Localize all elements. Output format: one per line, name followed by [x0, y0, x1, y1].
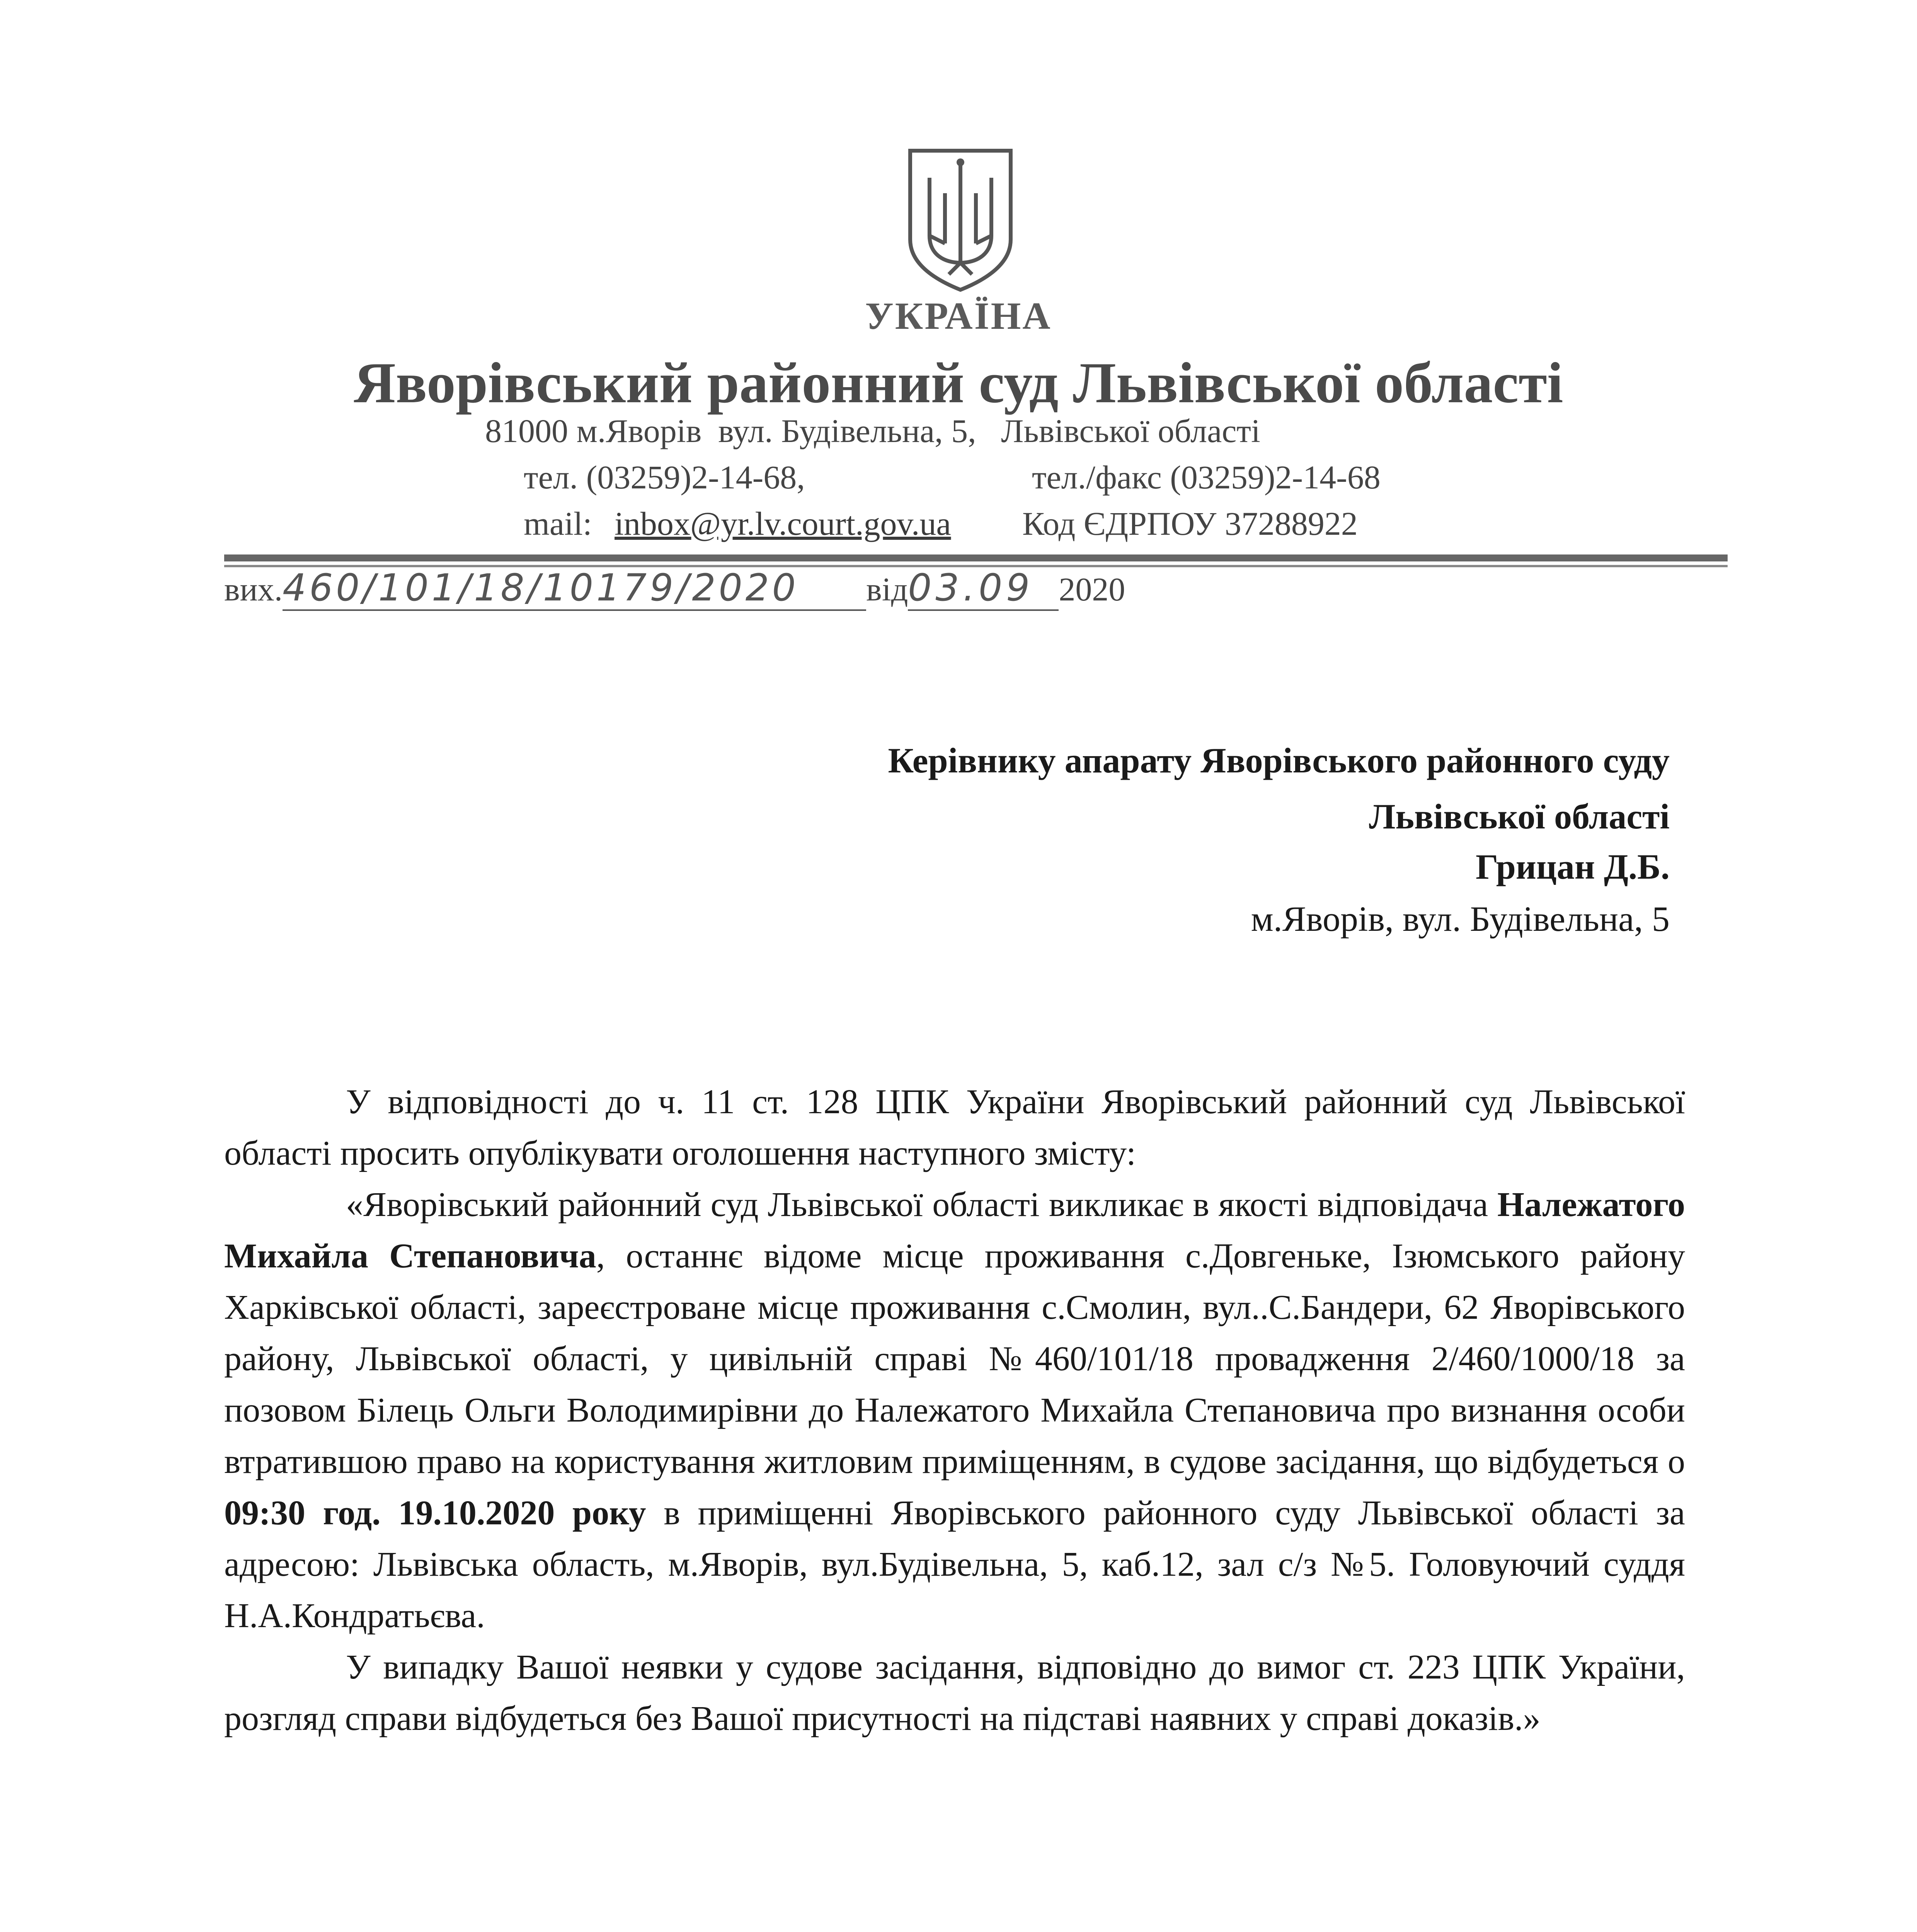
- body-paragraph-announcement: [224, 1179, 1685, 1641]
- court-name-heading: Яворівський районний суд Львівської області: [354, 351, 1563, 415]
- hearing-datetime: 09:30 год. 19.10.2020 року: [224, 1494, 646, 1532]
- outgoing-from-label: від: [866, 571, 908, 608]
- body-paragraph-warning: У випадку Вашої неявки у судове засідання, відповідно до вимог ст. 223 ЦПК України, розгляд справи відбудеться без Вашої присутності на підставі наявних у справі доказів.»: [224, 1648, 1685, 1738]
- announcement-text-a: «Яворівський районний суд Львівської області викликає в якості відповідача: [346, 1185, 1498, 1224]
- outgoing-date-handwritten: 03.09: [908, 566, 1059, 611]
- announcement-text-b: , останнє відоме місце проживання с.Довгеньке, Ізюмського району Харківської області, зареєстроване місце проживання с.Смолин, вул..С.Бандери, 62 Яворівського району, Львівської області, у цивільній справі №460/101/18 провадження 2/460/1000/18 за позовом Білець Ольги Володимирівни до Належатого Михайла Степановича про визнання особи втратившою право на користування житловим приміщенням, в судове засідання, що відбудеться о: [224, 1237, 1685, 1481]
- court-phone: тел. (03259)2-14-68,: [524, 459, 805, 496]
- header-divider: [224, 554, 1728, 561]
- edrpou-code: Код ЄДРПОУ 37288922: [1022, 505, 1358, 542]
- outgoing-prefix: вих.: [224, 571, 283, 608]
- country-heading: УКРАЇНА: [865, 294, 1052, 337]
- addressee-region: Львівської області: [1369, 797, 1670, 836]
- court-fax: тел./факс (03259)2-14-68: [1032, 459, 1381, 496]
- addressee-name: Грицан Д.Б.: [1475, 847, 1670, 886]
- announcement-text-c: в приміщенні Яворівського районного суду Львівської області за адресою: Львівська область, м.Яворів, вул.Будівельна, 5, каб.12, зал с/з №5. Головуючий суддя Н.А.Кондратьєва.: [224, 1494, 1685, 1635]
- email-link[interactable]: inbox@yr.lv.court.gov.ua: [615, 505, 951, 542]
- addressee-address: м.Яворів, вул. Будівельна, 5: [1251, 899, 1670, 939]
- mail-label: mail:: [524, 505, 592, 542]
- outgoing-year: 2020: [1059, 571, 1125, 608]
- body-paragraph-intro: У відповідності до ч. 11 ст. 128 ЦПК України Яворівський районний суд Львівської області просить опублікувати оголошення наступного змісту:: [224, 1083, 1685, 1172]
- addressee-position: Керівнику апарату Яворівського районного суду: [888, 741, 1670, 780]
- outgoing-reference: [224, 566, 1125, 611]
- defendant-name: Належатого Михайла Степановича: [224, 1185, 1685, 1275]
- outgoing-number-handwritten: 460/101/18/10179/2020: [283, 566, 866, 611]
- coat-of-arms-icon: [902, 147, 1018, 294]
- court-address: 81000 м.Яворів вул. Будівельна, 5, Львівської області: [485, 412, 1260, 449]
- letter-body: [224, 1076, 1685, 1744]
